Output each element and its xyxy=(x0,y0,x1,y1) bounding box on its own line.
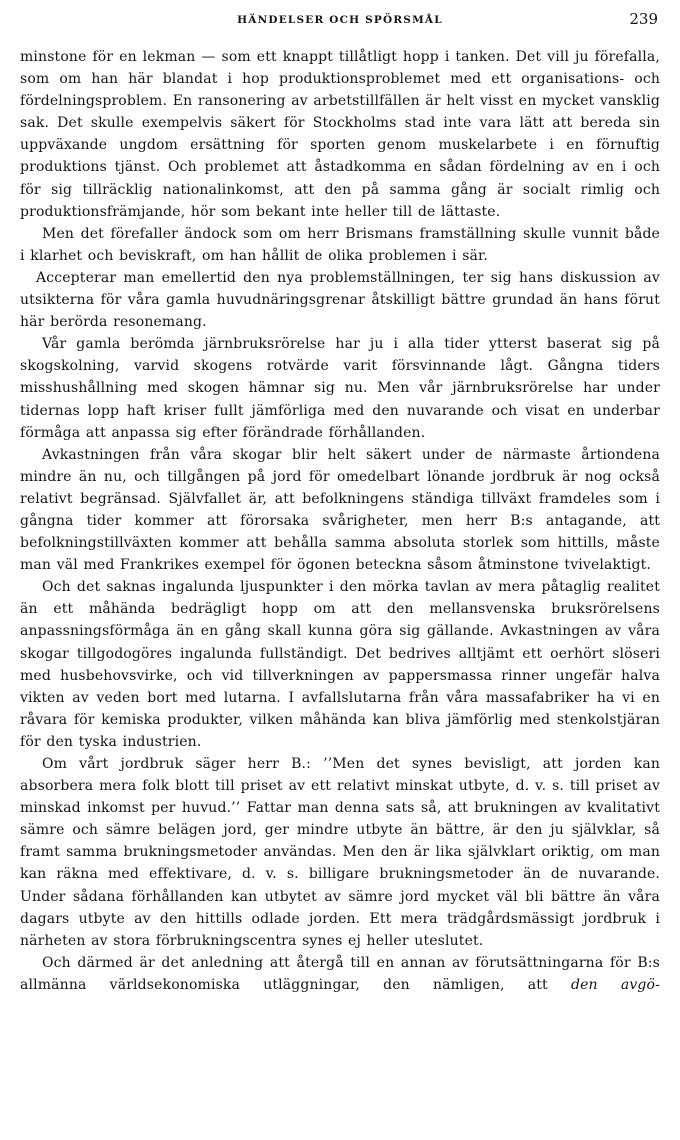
page-number: 239 xyxy=(629,10,658,28)
paragraph: minstone för en lekman — som ett knappt tillåtligt hopp i tanken. Det vill ju förefalla, som om han här blandat i hop produktionsproblemet med ett organisations- och fördelningsproblem. En ransonering av arbetstillfällen är helt visst en mycket vansklig sak. Det skulle exempelvis säkert för Stockholms stad inte vara lätt att bereda sin uppväxande ungdom ersättning för sporten genom muskelarbete i en förnuftig produktions tjänst. Och problemet att åstadkomma en sådan fördelning av en i och för sig tillräcklig nationalinkomst, att den på samma gång är socialt rimlig och produktionsfrämjande, hör som bekant inte heller till de lättaste. xyxy=(20,49,660,220)
paragraph: Om vårt jordbruk säger herr B.: ’’Men det synes bevisligt, att jorden kan absorbera mera folk blott till priset av ett relativt minskat utbyte, d. v. s. till priset av minskad inkomst per huvud.’’ Fattar man denna sats så, att brukningen av kvalitativt sämre och sämre belägen jord, ger mindre utbyte än bättre, är den ju självklar, så framt samma brukningsmetoder användas. Men den är lika självklart oriktig, om man kan räkna med effektivare, d. v. s. billigare brukningsmetoder än de nuvarande. Under sådana förhållanden kan utbytet av sämre jord mycket väl bli bättre än våra dagars utbyte av den hittills odlade jorden. Ett mera trädgårdsmässigt jordbruk i närheten av stora förbrukningscentra synes ej heller uteslutet. xyxy=(20,756,660,949)
paragraph: Avkastningen från våra skogar blir helt säkert under de närmaste årtiondena mindre än nu, och tillgången på jord för omedelbart lönande jordbruk är nog också relativt begränsad. Självfallet är, att befolkningens ständiga tillväxt framdeles som i gångna tider kommer att förorsaka svårigheter, men herr B:s antagande, att befolkningstillväxten kommer att behålla samma absoluta storlek som hittills, måste man väl med Frankrikes exempel för ögonen beteckna såsom åtminstone tvivelaktigt. xyxy=(20,446,660,574)
paragraph: Men det förefaller ändock som om herr Brismans framställning skulle vunnit både i klarhet och beviskraft, om han hållit de olika problemen i sär. xyxy=(20,225,660,264)
body-text xyxy=(20,46,660,996)
paragraph: Och det saknas ingalunda ljuspunkter i den mörka tavlan av mera påtaglig realitet än ett måhända bedrägligt hopp om att den mellansvenska bruksrörelsens anpassningsförmåga än en gång skall kunna göra sig gällande. Avkastningen av våra skogar tillgodogöres ingalunda fullständigt. Det bedrives alltjämt ett oerhört slöseri med husbehovsvirke, och vid tillverkningen av pappersmassa rinner ungefär halva vikten av veden bort med lutarna. I avfallslutarna från våra massafabriker ha vi en råvara för kemiska produkter, vilken måhända kan bliva jämförlig med stenkolstjäran för den tyska industrien. xyxy=(20,579,660,750)
paragraph: Vår gamla berömda järnbruksrörelse har ju i alla tider ytterst baserat sig på skogskolning, varvid skogens rotvärde varit försvinnande lågt. Gångna tiders misshushållning med skogen hämnar sig nu. Men vår järnbruksrörelse har under tidernas lopp haft kriser fullt jämförliga med den nuvarande och visat en underbar förmåga att anpassa sig efter förändrade förhållanden. xyxy=(20,336,660,441)
paragraph-last xyxy=(20,952,660,996)
page-header xyxy=(20,8,660,38)
paragraph-text: Och därmed är det anledning att återgå till en annan av förutsättningarna för B:s allmänna världsekonomiska utläggningar, den nämligen, att xyxy=(20,954,660,993)
paragraph: Accepterar man emellertid den nya problemställningen, ter sig hans diskussion av utsikterna för våra gamla huvudnäringsgrenar åtskilligt bättre grundad än hans förut här berörda resonemang. xyxy=(20,269,660,331)
running-head: HÄNDELSER OCH SPÖRSMÅL xyxy=(237,14,443,26)
italic-continuation: den avgö- xyxy=(570,976,660,993)
